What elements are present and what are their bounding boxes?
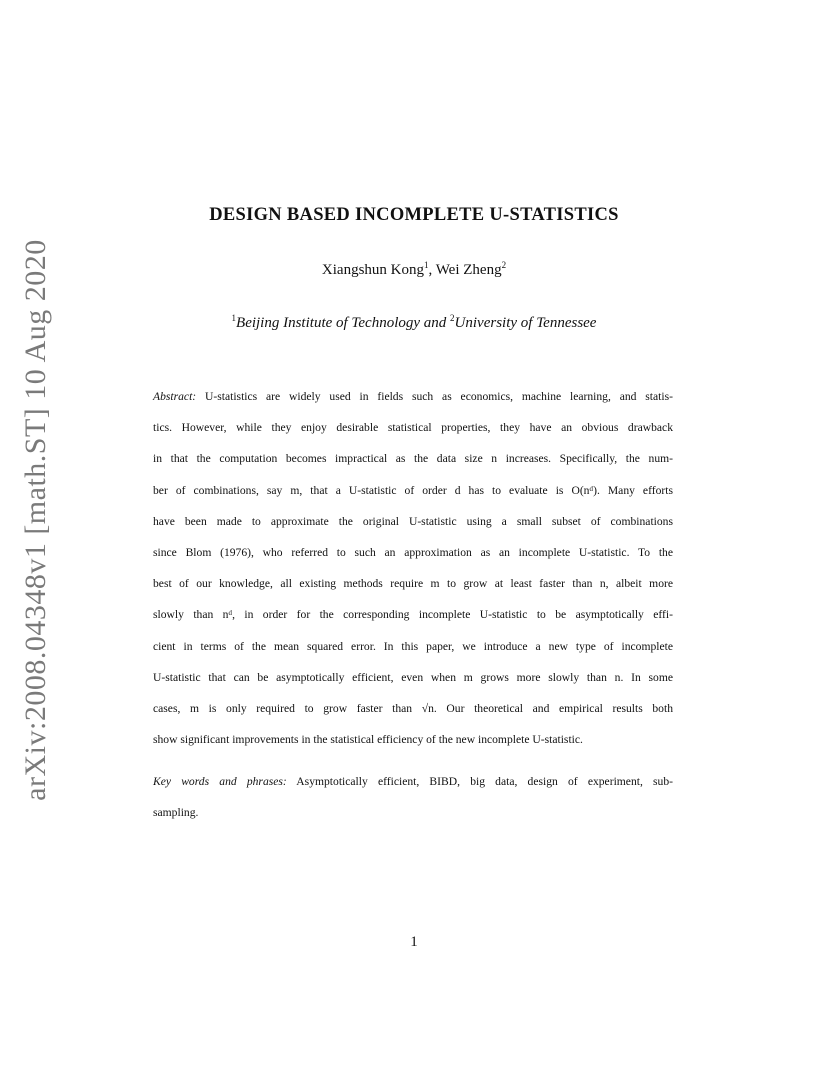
abstract-line: slowly than nᵈ, in order for the corresponding incomplete U-statistic to be asymptotically effi-	[153, 608, 673, 622]
abstract-line	[153, 381, 673, 412]
keywords-label: Key words and phrases:	[153, 775, 287, 788]
abstract-line-text: U-statistics are widely used in fields such as economics, machine learning, and statis-	[196, 390, 673, 403]
author-2: Wei Zheng	[435, 262, 502, 278]
author-1-superscript: 1	[423, 260, 429, 270]
abstract-line: tics. However, while they enjoy desirable statistical properties, they have an obvious drawback	[153, 421, 673, 435]
abstract-line: have been made to approximate the original U-statistic using a small subset of combinations	[153, 514, 673, 528]
author-2-superscript: 2	[501, 260, 507, 270]
affiliation-1: Beijing Institute of Technology and	[236, 315, 451, 331]
abstract-line: cient in terms of the mean squared error. In this paper, we introduce a new type of incomplete	[153, 639, 673, 653]
author-1: Xiangshun Kong	[321, 262, 424, 278]
keywords-line: sampling.	[153, 806, 199, 820]
abstract-line: best of our knowledge, all existing methods require m to grow at least faster than n, albeit more	[153, 577, 673, 591]
page-number: 1	[410, 934, 418, 950]
abstract	[153, 381, 673, 755]
abstract-line: in that the computation becomes impractical as the data size n increases. Specifically, the num-	[153, 452, 673, 466]
arxiv-identifier-stamp: arXiv:2008.04348v1 [math.ST] 10 Aug 2020	[19, 239, 52, 801]
author-list	[0, 262, 828, 279]
keywords	[153, 766, 673, 828]
abstract-line: show significant improvements in the statistical efficiency of the new incomplete U-statistic.	[153, 733, 583, 747]
keywords-line	[153, 766, 673, 797]
author-separator: ,	[428, 262, 436, 278]
paper-title: DESIGN BASED INCOMPLETE U-STATISTICS	[209, 205, 619, 225]
abstract-line: cases, m is only required to grow faster than √n. Our theoretical and empirical results both	[153, 702, 673, 716]
affiliation-2-superscript: 2	[450, 313, 455, 323]
affiliations	[0, 315, 828, 332]
affiliation-2: University of Tennessee	[454, 315, 597, 331]
affiliation-1-superscript: 1	[231, 313, 237, 323]
abstract-line: ber of combinations, say m, that a U-statistic of order d has to evaluate is O(nᵈ). Many efforts	[153, 483, 673, 497]
abstract-line: U-statistic that can be asymptotically efficient, even when m grows more slowly than n. In some	[153, 670, 673, 684]
abstract-label: Abstract:	[153, 390, 197, 403]
keywords-line-text: Asymptotically efficient, BIBD, big data, design of experiment, sub-	[286, 775, 673, 788]
abstract-line: since Blom (1976), who referred to such an approximation as an incomplete U-statistic. To the	[153, 546, 673, 560]
